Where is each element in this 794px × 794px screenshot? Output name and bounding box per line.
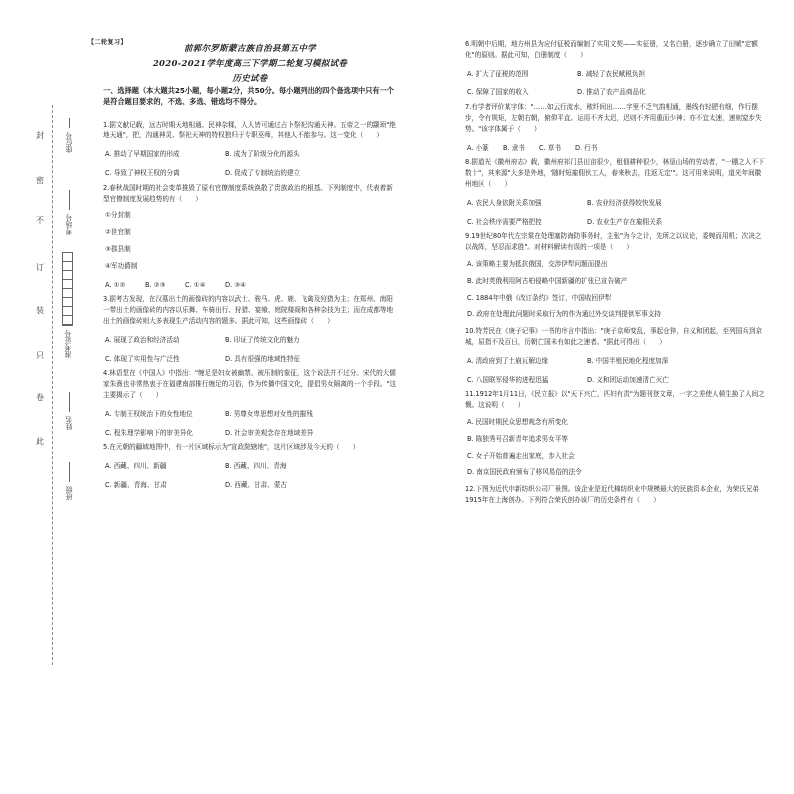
option-a[interactable]: A. 专制王权统治下的女性地位	[105, 409, 193, 418]
option-c[interactable]: C. 导致了神权王权的分离	[105, 168, 180, 177]
option-b[interactable]: B. 陈独秀号召新青年追求男女平等	[467, 434, 569, 443]
statement-item: ①分封制	[105, 211, 131, 220]
class-label: 班级	[65, 486, 73, 500]
option-c[interactable]: C. 草书	[539, 143, 561, 152]
seal-char: 只	[36, 351, 44, 360]
question-stem: 1.据文献记载，远古时期天地相通、民神杂糅，人人皆可通过占卜祭祀沟通天神。五帝之一的颛顼"绝地天通"，把，沟通神灵、祭祀天神的特权独归于专职巫师，其他人不能参与。这一变化（ ）	[103, 120, 396, 140]
option-c[interactable]: C. 女子开始普遍走出家庭，步入社会	[467, 451, 575, 460]
question-stem: 11.1912年1月11日，《民立报》以"天下兴亡，匹妇有责"为题刊登文章，一字之差使人顿生换了人间之慨。这说明（ ）	[465, 390, 765, 410]
seal-char: 封	[36, 131, 44, 140]
review-tag: 【二轮复习】	[88, 39, 128, 46]
option-a[interactable]: A. 西藏、四川、新疆	[105, 462, 167, 471]
option-b[interactable]: B. 西藏、四川、青海	[225, 462, 287, 471]
option-d[interactable]: D. 具有很强的地域性特征	[225, 354, 301, 363]
option-a[interactable]: A. 推动了早期国家的形成	[105, 150, 180, 159]
question-7	[465, 102, 765, 153]
question-11	[465, 389, 765, 478]
option-b[interactable]: B. 减轻了农民赋税负担	[577, 69, 646, 78]
option-a[interactable]: A. 清政府到了土崩瓦解边缘	[467, 356, 549, 365]
seat-number-label: 座位号	[65, 132, 73, 153]
option-c[interactable]: C. 1884年中俄《改订条约》签订，中国收回伊犁	[467, 293, 612, 302]
name-field[interactable]	[64, 392, 74, 430]
question-9	[465, 231, 765, 320]
option-d[interactable]: D. 西藏、甘肃、蒙古	[225, 480, 288, 489]
right-column	[465, 37, 765, 506]
seat-number-field[interactable]	[64, 118, 74, 153]
option-a[interactable]: A. 扩大了征税的范围	[467, 69, 529, 78]
name-label: 姓名	[65, 416, 73, 430]
question-8	[465, 157, 765, 227]
seal-char: 不	[36, 216, 44, 225]
option-a[interactable]: A. 展现了政治和经济活动	[105, 335, 180, 344]
question-4	[103, 368, 398, 438]
question-1	[103, 120, 398, 179]
option-a[interactable]: A. 农民人身依附关系加强	[467, 198, 542, 207]
option-d[interactable]: D. 行书	[575, 143, 598, 152]
option-b[interactable]: B. 中国半殖民地化程度加深	[587, 356, 669, 365]
question-stem: 9.19世纪80年代左宗棠在处理塞防海防事务时，主张"为今之计，先所之以议论，委婉而用机；次决之以战阵，坚忍而求胜"。对材料解读有误的一项是（ ）	[465, 232, 762, 252]
class-field[interactable]	[64, 462, 74, 500]
statement-item: ③郡县制	[105, 244, 131, 253]
exam-room-label: 考场号	[65, 214, 73, 235]
option-a[interactable]: A. 该策略主要为抵抗俄国，交涉伊犁问题而提出	[467, 259, 608, 268]
exam-title: 2020-2021学年度高三下学期二轮复习模拟试卷	[152, 59, 348, 69]
question-3	[103, 294, 398, 364]
option-d[interactable]: D. 农业生产存在雇佣关系	[587, 217, 663, 226]
question-stem: 7.有学者评价某字体："……如云行流水，秾纤间出……字里不乏气韵相通，墨线有轻肥有细，作行摆步，令有规矩，左朝右朝，俯仰平直。运用不齐太迟，迟则不齐用重而少神；亦不宜太速，速则窒步失势。"该字体属于（ ）	[465, 103, 762, 133]
question-stem: 4.林语堂在《中国人》中指出："缠足是妇女被幽禁、被压制的象征，这个说法并不过分。宋代的大儒家朱熹也非常热衷于在福建南部推行缠足的习俗，作为传播中国文化，提倡男女隔离的一个手段。"这主要揭示了（ ）	[103, 369, 397, 399]
option-a[interactable]: A. ①②	[105, 280, 126, 289]
seal-char: 此	[36, 437, 44, 446]
option-b[interactable]: B. 男尊女卑思想对女性的摧残	[225, 409, 313, 418]
option-d[interactable]: D. 政府在处理此问题时采取行为的作为通过外交谈判提供军事支持	[467, 310, 661, 319]
question-12	[465, 484, 765, 506]
question-stem: 12.下图为近代申新纺织公司厂景图。该企业是近代棉纺织业中规模最大的民族资本企业，为荣氏兄弟1915年在上海创办。下列符合荣氏创办该厂的历史条件有（ ）	[465, 485, 760, 504]
option-d[interactable]: D. ③④	[225, 280, 247, 289]
seal-char: 装	[36, 306, 44, 315]
admission-number-label: 准考证号	[63, 330, 72, 358]
option-d[interactable]: D. 促成了专制统治的建立	[225, 168, 301, 177]
option-b[interactable]: B. 隶书	[503, 143, 525, 152]
option-c[interactable]: C. ①④	[185, 280, 206, 289]
binding-margin	[0, 0, 90, 794]
option-d[interactable]: D. 义和团运动加速清亡灭亡	[587, 375, 669, 384]
option-c[interactable]: C. 保障了国家的收入	[467, 88, 529, 97]
question-stem: 2.春秋战国时期的社会变革推毁了原有官僚制度系统涣散了贵族政治的根基。下列制度中，代表着新型官僚制度发展趋势的有（ ）	[103, 183, 393, 203]
option-d[interactable]: D. 推动了农产品商品化	[577, 88, 646, 97]
seal-char: 订	[36, 263, 44, 272]
option-c[interactable]: C. 程朱理学影响下的审美异化	[105, 428, 193, 437]
option-b[interactable]: B. ②③	[145, 280, 166, 289]
option-a[interactable]: A. 小篆	[467, 143, 489, 152]
question-stem: 10.特芳民在《庚子记事》一书的序言中指出："庚子京师变乱，事起仓猝，自义和团起，至列国兵到京城，屈指不及百日，历朝亡国未有如此之速者。"据此可得出（ ）	[465, 327, 763, 346]
seal-char: 卷	[36, 393, 44, 402]
admission-number-field[interactable]	[62, 252, 73, 358]
option-c[interactable]: C. 社会秩序需要严格把控	[467, 217, 542, 226]
school-name: 前郭尔罗斯蒙古族自治县第五中学	[183, 44, 316, 54]
option-c[interactable]: C. 体现了实用性与广泛性	[105, 354, 180, 363]
seal-line	[52, 105, 53, 665]
question-stem: 6.明朝中后期，地方州县为应付征税而编制了实用文契——实征册，又名白册，逐步确立了田赋"定额化"的原则。据此可知，白册制度（ ）	[465, 40, 758, 59]
left-column	[103, 86, 398, 495]
exam-header	[100, 42, 400, 87]
question-10	[465, 326, 765, 385]
option-c[interactable]: C. 八国联军侵华的进程迅猛	[467, 375, 549, 384]
option-d[interactable]: D. 南京国民政府颁布了移风易俗的法令	[467, 468, 582, 477]
statement-item: ④军功爵制	[105, 261, 138, 270]
option-b[interactable]: B. 此时英俄利用阿古柏侵略中国新疆的扩张已宣告破产	[467, 276, 628, 285]
option-b[interactable]: B. 成为了阶级分化的源头	[225, 150, 300, 159]
question-stem: 8.据道光《徽州府志》载，徽州府祁门县田亩很少，租佃耕种很少，林垦山场的劳动者，"一棚之人不下数十"，其来源"大多是外地，'随时短雇佣伙工人，春来秋去，往返无定'"。这可用来说明，道光年间徽州地区（ ）	[465, 158, 765, 188]
question-stem: 5.在元朝的疆域地图中，有一片区域标示为"宣政院辖地"，这片区域涉及今天的（ ）	[103, 443, 360, 452]
option-d[interactable]: D. 社会审美观念存在地域差异	[225, 428, 314, 437]
seal-char: 密	[36, 176, 44, 185]
statement-item: ②世官制	[105, 228, 131, 237]
section-instructions: 一、选择题（本大题共25小题，每小题2分，共50分。每小题列出的四个备选项中只有一个是符合题目要求的，不选、多选、错选均不得分。	[103, 86, 394, 106]
question-stem: 3.据考古发现，在汉墓出土的画像砖的内容以武士、骏马、虎、鹿、飞禽及狩猎为主；在郑州、南阳一带出土的画像砖的内容以乐舞、车骑出行、狩猎、宴飨、庭院楼阁和各种杂技为主；而在成都等地出土的画像砖则大多表现生产活动内容的题多。据此可知，这些画像砖（ ）	[103, 295, 394, 325]
option-a[interactable]: A. 民国时期民众思想观念有所变化	[467, 417, 568, 426]
option-b[interactable]: B. 农业经济获得较快发展	[587, 198, 662, 207]
option-c[interactable]: C. 新疆、青海、甘肃	[105, 480, 167, 489]
question-5	[103, 442, 398, 490]
option-b[interactable]: B. 印证了传统文化的魅力	[225, 335, 300, 344]
question-2	[103, 183, 398, 291]
exam-room-field[interactable]	[64, 190, 74, 235]
question-6	[465, 39, 765, 98]
subject-title: 历史试卷	[232, 74, 268, 84]
